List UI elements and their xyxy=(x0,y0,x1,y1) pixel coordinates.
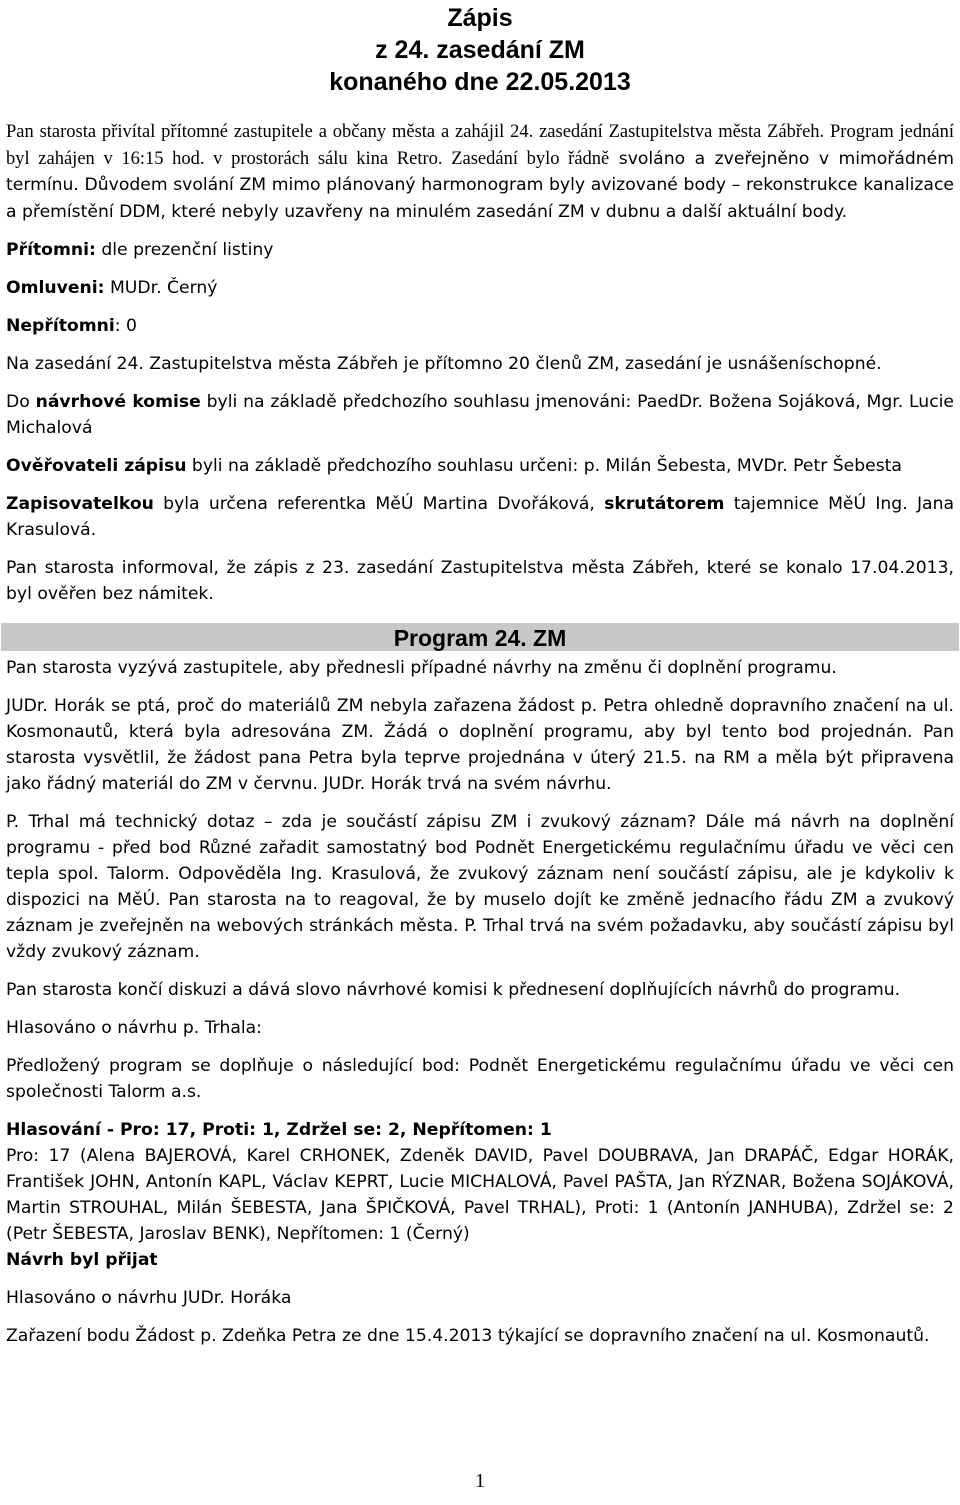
verifiers-label: Ověřovateli zápisu xyxy=(6,456,187,476)
vote-heading: Hlasování - Pro: 17, Proti: 1, Zdržel se: 2, Nepřítomen: 1 xyxy=(6,1120,552,1140)
previous-minutes-paragraph: Pan starosta informoval, že zápis z 23. zasedání Zastupitelstva města Zábřeh, které se konalo 17.04.2013, byl ověřen bez námitek. xyxy=(6,558,954,604)
body-paragraph-3: P. Trhal má technický dotaz – zda je součástí zápisu ZM i zvukový záznam? Dále má návrh na doplnění programu - před bod Různé zařadit samostatný bod Podnět Energetickému regulačnímu úřadu ve věci cen tepla spol. Talorm. Odpověděla Ing. Krasulová, že zvukový záznam není součástí zápisu, ale je kdykoliv k dispozici na MěÚ. Pan starosta na to reagoval, že by muselo dojít ke změně jednacího řádu ZM a zvukový záznam je zveřejněn na webových stránkách města. P. Trhal trvá na svém požadavku, aby součástí zápisu byl vždy zvukový záznam. xyxy=(6,812,954,962)
verifiers-text: byli na základě předchozího souhlasu určeni: p. Milán Šebesta, MVDr. Petr Šebesta xyxy=(186,456,902,476)
body-paragraph-6: Předložený program se doplňuje o následující bod: Podnět Energetickému regulačnímu úřadu ve věci cen společnosti Talorm a.s. xyxy=(6,1056,954,1102)
committee-text: byli na základě předchozího souhlasu jmenováni: PaedDr. Božena Sojáková, Mgr. Lucie Michalová xyxy=(6,392,954,438)
intro-sans-text-2: Důvodem svolání ZM mimo plánovaný harmonogram byly avizované body – rekonstrukce kanalizace a přemístění DDM, které nebyly uzavřeny na minulém zasedání ZM v dubnu a další aktuální body. xyxy=(6,175,954,222)
absent-line xyxy=(6,313,954,339)
present-value: dle prezenční listiny xyxy=(95,240,274,260)
body-paragraph-2: JUDr. Horák se ptá, proč do materiálů ZM nebyla zařazena žádost p. Petra ohledně dopravního značení na ul. Kosmonautů, která byla adresována ZM. Žádá o doplnění programu, aby byl tento bod projednán. Pan starosta vysvětlil, že žádost pana Petra byla teprve projednána v úterý 21.5. na RM a měla být připravena jako řádný materiál do ZM v červnu. JUDr. Horák trvá na svém návrhu. xyxy=(6,696,954,794)
body-paragraph-8: Zařazení bodu Žádost p. Zdeňka Petra ze dne 15.4.2013 týkající se dopravního značení na ul. Kosmonautů. xyxy=(6,1326,930,1346)
vote-result: Návrh byl přijat xyxy=(6,1250,158,1270)
recorder-text-2: tajemnice MěÚ Ing. Jana Krasulová. xyxy=(6,494,954,540)
intro-paragraph xyxy=(6,119,954,225)
present-line xyxy=(6,237,954,263)
vote-detail: Pro: 17 (Alena BAJEROVÁ, Karel CRHONEK, Zdeněk DAVID, Pavel DOUBRAVA, Jan DRAPÁČ, Edgar HORÁK, František JOHN, Antonín KAPL, Václav KEPRT, Lucie MICHALOVÁ, Pavel PAŠTA, Jan RÝZNAR, Božena SOJÁKOVÁ, Martin STROUHAL, Milán ŠEBESTA, Jana ŠPIČKOVÁ, Pavel TRHAL), Proti: 1 (Antonín JANHUBA), Zdržel se: 2 (Petr ŠEBESTA, Jaroslav BENK), Nepřítomen: 1 (Černý) xyxy=(6,1146,954,1244)
body-paragraph-5: Hlasováno o návrhu p. Trhala: xyxy=(6,1018,262,1038)
present-label: Přítomni: xyxy=(6,240,96,260)
title-line-2: z 24. zasedání ZM xyxy=(375,36,585,64)
excused-line xyxy=(6,275,954,301)
page-number: 1 xyxy=(475,1470,485,1492)
intro-serif-text: Pan starosta přivítal přítomné zastupitele a občany města a zahájil 24. zasedání Zastupitelstva města Zábřeh. Program jednání byl zahájen v 16:15 hod. v prostorách sálu kina Retro. Zasedání bylo řádně xyxy=(6,122,954,169)
document-title xyxy=(0,0,960,97)
committee-paragraph xyxy=(6,389,954,441)
body-paragraph-7: Hlasováno o návrhu JUDr. Horáka xyxy=(6,1288,292,1308)
committee-label: návrhové komise xyxy=(35,392,201,412)
body-paragraph-4: Pan starosta končí diskuzi a dává slovo návrhové komisi k přednesení doplňujících návrhů do programu. xyxy=(6,980,901,1000)
title-line-3: konaného dne 22.05.2013 xyxy=(329,68,631,96)
intro-sans-text-1: svoláno a zveřejněno v mimořádném termínu. xyxy=(6,148,954,195)
excused-label: Omluveni: xyxy=(6,278,105,298)
program-banner: Program 24. ZM xyxy=(1,623,959,651)
recorder-paragraph xyxy=(6,491,954,543)
recorder-label: Zapisovatelkou xyxy=(6,494,154,514)
committee-pre: Do xyxy=(6,392,36,412)
quorum-paragraph: Na zasedání 24. Zastupitelstva města Zábřeh je přítomno 20 členů ZM, zasedání je usnášeníschopné. xyxy=(6,354,882,374)
body-paragraph-1: Pan starosta vyzývá zastupitele, aby přednesli případné návrhy na změnu či doplnění programu. xyxy=(6,658,837,678)
title-line-1: Zápis xyxy=(447,4,513,32)
verifiers-paragraph xyxy=(6,453,954,479)
teller-label: skrutátorem xyxy=(604,494,725,514)
recorder-text-1: byla určena referentka MěÚ Martina Dvořáková, xyxy=(153,494,605,514)
absent-value: : 0 xyxy=(114,316,137,336)
absent-label: Nepřítomni xyxy=(6,316,115,336)
excused-value: MUDr. Černý xyxy=(104,278,218,298)
